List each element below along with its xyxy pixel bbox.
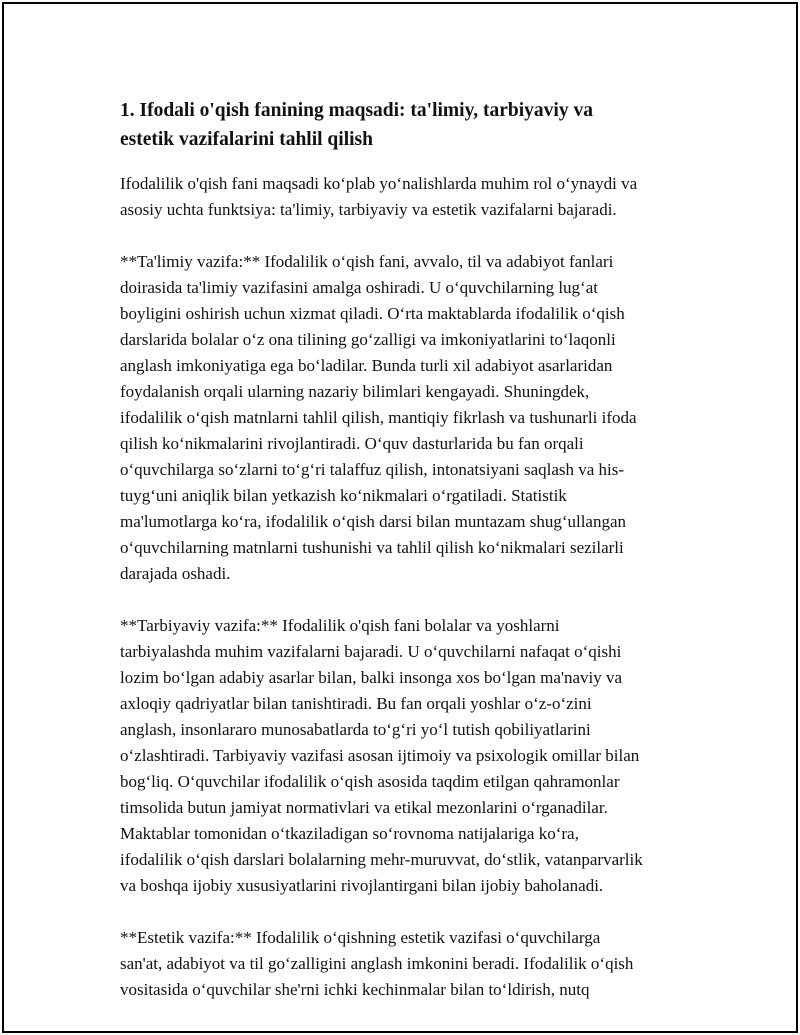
educational-task-paragraph: **Ta'limiy vazifa:** Ifodalilik oʻqish fani, avvalo, til va adabiyot fanlari doirasida ta'limiy vazifasini amalga oshiradi. U oʻquvchilarning lugʻat boyligini oshirish uchun xizmat qiladi. Oʻrta maktablarda ifodalilik oʻqish darslarida bolalar oʻz ona tilining goʻzalligi va imkoniyatlarini toʻlaqonli anglash imkoniyatiga ega boʻladilar. Bunda turli xil adabiyot asarlaridan foydalanish orqali ularning nazariy bilimlari kengayadi. Shuningdek, ifodalilik oʻqish matnlarni tahlil qilish, mantiqiy fikrlash va tushunarli ifoda qilish koʻnikmalarini rivojlantiradi. Oʻquv dasturlarida bu fan orqali oʻquvchilarga soʻzlarni toʻgʻri talaffuz qilish, intonatsiyani saqlash va his- tuygʻuni aniqlik bilan yetkazish koʻnikmalari oʻrgatiladi. Statistik ma'lumotlarga koʻra, ifodalilik oʻqish darsi bilan muntazam shugʻullangan oʻquvchilarning matnlarni tushunishi va tahlil qilish koʻnikmalari sezilarli darajada oshadi. bbox=[120, 252, 637, 583]
aesthetic-task-paragraph: **Estetik vazifa:** Ifodalilik oʻqishning estetik vazifasi oʻquvchilarga san'at, adabiyot va til goʻzalligini anglash imkonini beradi. Ifodalilik oʻqish vositasida oʻquvchilar she'rni ichki kechinmalar bilan toʻldirish, nutq bbox=[120, 928, 634, 999]
page-frame bbox=[2, 2, 798, 1033]
section-heading: 1. Ifodali o'qish fanining maqsadi: ta'limiy, tarbiyaviy va estetik vazifalarini tahlil qilish bbox=[120, 100, 593, 150]
intro-paragraph: Ifodalilik o'qish fani maqsadi koʻplab yoʻnalishlarda muhim rol oʻynaydi va asosiy uchta funktsiya: ta'limiy, tarbiyaviy va estetik vazifalarni bajaradi. bbox=[120, 174, 638, 219]
upbringing-task-paragraph: **Tarbiyaviy vazifa:** Ifodalilik o'qish fani bolalar va yoshlarni tarbiyalashda muhim vazifalarni bajaradi. U oʻquvchilarni nafaqat oʻqishi lozim boʻlgan adabiy asarlar bilan, balki insonga xos boʻlgan ma'naviy va axloqiy qadriyatlar bilan tanishtiradi. Bu fan orqali yoshlar oʻz-oʻzini anglash, insonlararo munosabatlarda toʻgʻri yoʻl tutish qobiliyatlarini oʻzlashtiradi. Tarbiyaviy vazifasi asosan ijtimoiy va psixologik omillar bilan bogʻliq. Oʻquvchilar ifodalilik oʻqish asosida taqdim etilgan qahramonlar timsolida butun jamiyat normativlari va etikal mezonlarini oʻrganadilar. Maktablar tomonidan oʻtkaziladigan soʻrovnoma natijalariga koʻra, ifodalilik oʻqish darslari bolalarning mehr-muruvvat, doʻstlik, vatanparvarlik va boshqa ijobiy xususiyatlarini rivojlantirgani bilan ijobiy baholanadi. bbox=[120, 616, 643, 895]
document-body bbox=[120, 96, 720, 1029]
